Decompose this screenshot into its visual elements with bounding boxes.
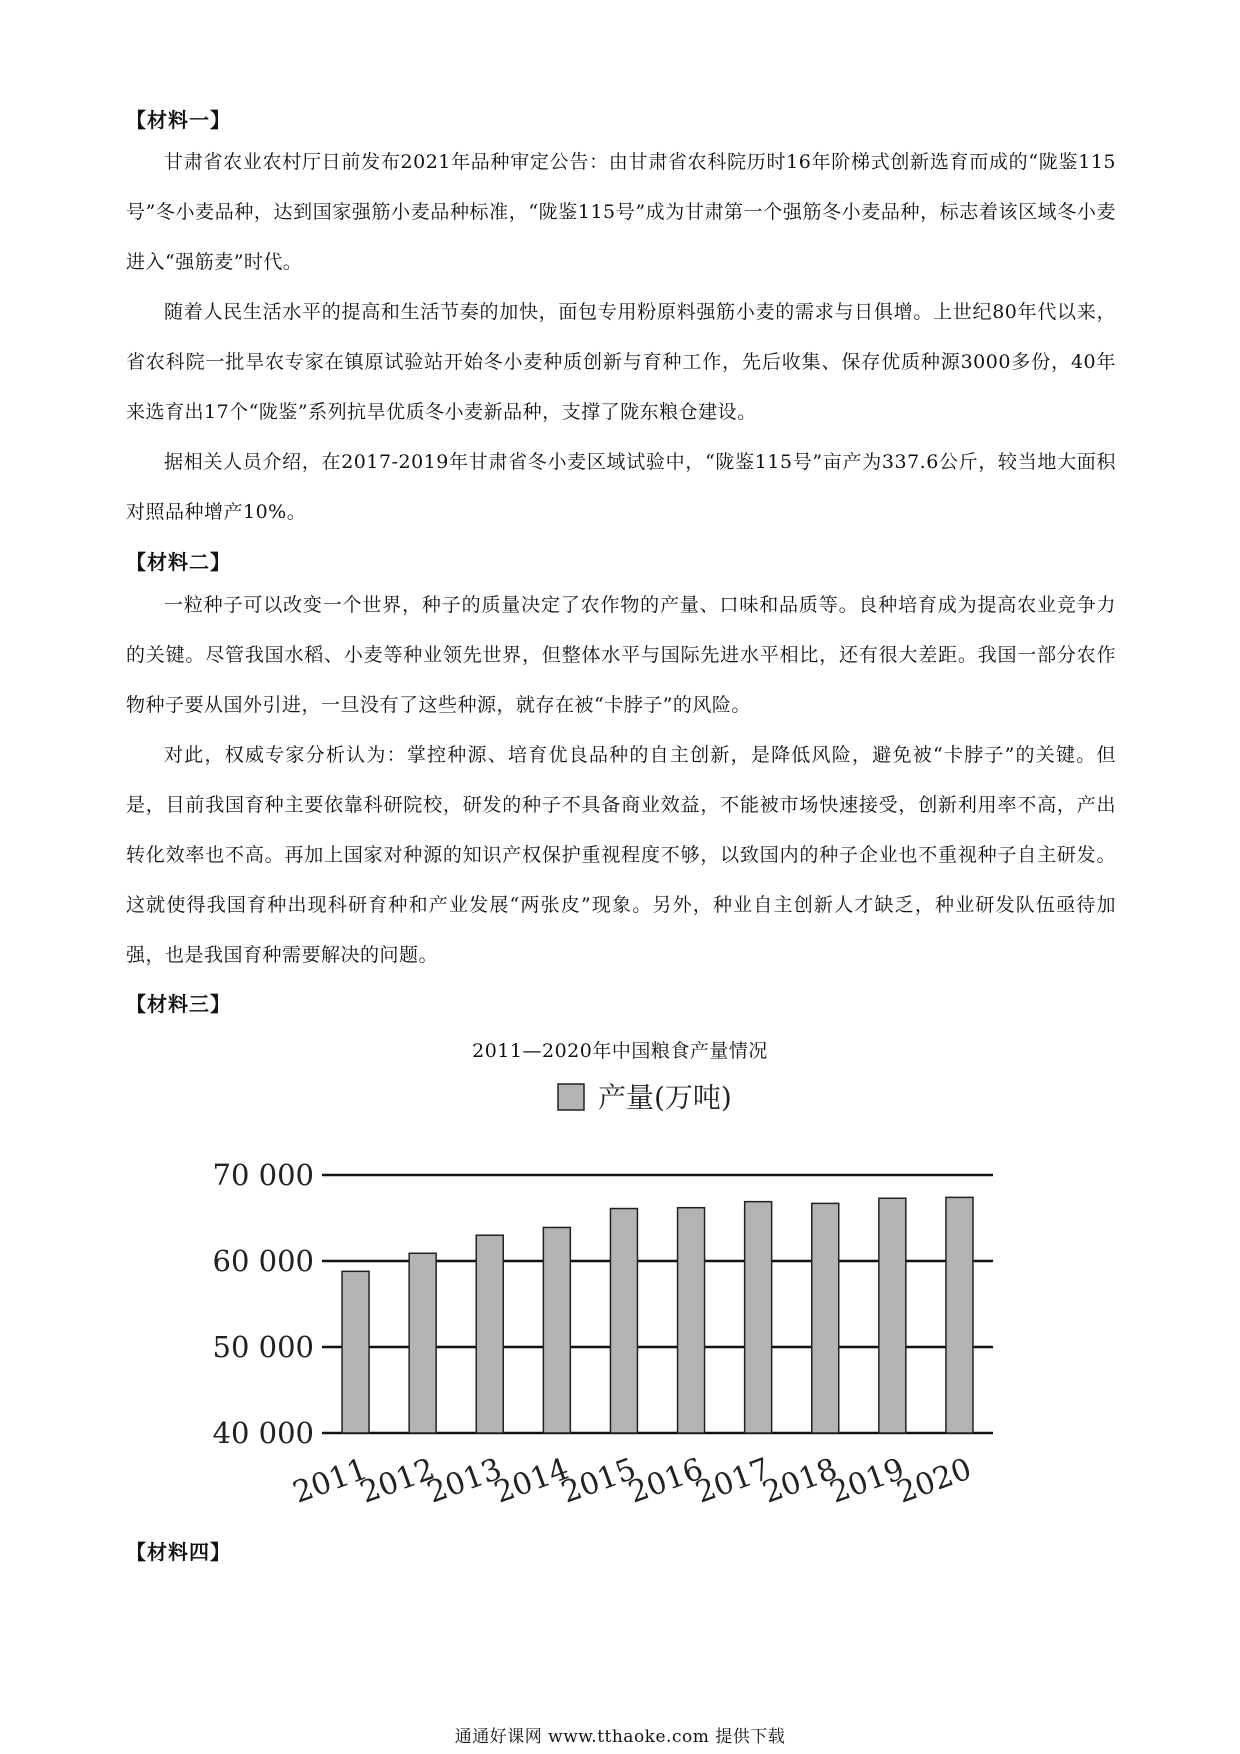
material-3-heading: 【材料三】 [126,992,231,1016]
x-tick-label: 2016 [624,1451,708,1511]
y-tick-label: 50 000 [212,1330,314,1364]
bar-2015 [610,1209,637,1433]
chart-title: 2011—2020年中国粮食产量情况 [472,1040,768,1062]
legend-label: 产量(万吨) [598,1081,732,1114]
x-tick-label: 2018 [758,1451,842,1511]
bar-2014 [543,1227,570,1433]
bar-2018 [812,1203,839,1433]
bar-2016 [678,1208,705,1433]
bar-2019 [879,1198,906,1433]
material-2-paragraph-2: 对此，权威专家分析认为：掌控种源、培育优良品种的自主创新，是降低风险，避免被“卡脖子”的关键。但是，目前我国育种主要依靠科研院校，研发的种子不具备商业效益，不能被市场快速接受，创新利用率不高，产出转化效率也不高。再加上国家对种源的知识产权保护重视程度不够，以致国内的种子企业也不重视种子自主研发。这就使得我国育种出现科研育种和产业发展“两张皮”现象。另外，种业自主创新人才缺乏，种业研发队伍亟待加强，也是我国育种需要解决的问题。 [126,744,1116,966]
y-tick-label: 70 000 [212,1158,314,1192]
x-tick-label: 2015 [556,1451,641,1511]
grain-output-bar-chart [0,1060,1240,1520]
page-footer: 通通好课网 www.tthaoke.com 提供下载 [454,1727,786,1747]
x-tick-label: 2017 [691,1451,775,1511]
x-tick-label: 2013 [422,1451,507,1511]
material-1-paragraph-2: 随着人民生活水平的提高和生活节奏的加快，面包专用粉原料强筋小麦的需求与日俱增。上世纪80年代以来，省农科院一批旱农专家在镇原试验站开始冬小麦种质创新与育种工作，先后收集、保存优质种源3000多份，40年来选育出17个“陇鉴”系列抗旱优质冬小麦新品种，支撑了陇东粮仓建设。 [126,301,1116,423]
x-tick-label: 2012 [355,1451,440,1511]
bar-2020 [946,1197,973,1433]
y-tick-label: 40 000 [212,1416,314,1450]
material-4-heading: 【材料四】 [126,1540,231,1564]
bar-2011 [342,1271,369,1433]
bar-2013 [476,1235,503,1433]
material-1-heading: 【材料一】 [126,108,231,132]
material-2-heading: 【材料二】 [126,550,231,574]
x-tick-label: 2020 [892,1451,977,1511]
bar-2017 [745,1202,772,1433]
x-tick-label: 2019 [825,1451,910,1511]
material-1-paragraph-3: 据相关人员介绍，在2017-2019年甘肃省冬小麦区域试验中，“陇鉴115号”亩产为337.6公斤，较当地大面积对照品种增产10%。 [126,451,1116,523]
x-tick-label: 2014 [489,1451,574,1511]
material-1-paragraph-1: 甘肃省农业农村厅日前发布2021年品种审定公告：由甘肃省农科院历时16年阶梯式创新选育而成的“陇鉴115号”冬小麦品种，达到国家强筋小麦品种标准，“陇鉴115号”成为甘肃第一个强筋冬小麦品种，标志着该区域冬小麦进入“强筋麦”时代。 [126,151,1116,273]
legend-swatch [558,1084,584,1110]
chart-legend [558,1081,732,1114]
material-2-paragraph-1: 一粒种子可以改变一个世界，种子的质量决定了农作物的产量、口味和品质等。良种培育成为提高农业竞争力的关键。尽管我国水稻、小麦等种业领先世界，但整体水平与国际先进水平相比，还有很大差距。我国一部分农作物种子要从国外引进，一旦没有了这些种源，就存在被“卡脖子”的风险。 [126,594,1116,716]
x-tick-label: 2011 [288,1451,373,1511]
bar-2012 [409,1253,436,1433]
y-tick-label: 60 000 [212,1244,314,1278]
